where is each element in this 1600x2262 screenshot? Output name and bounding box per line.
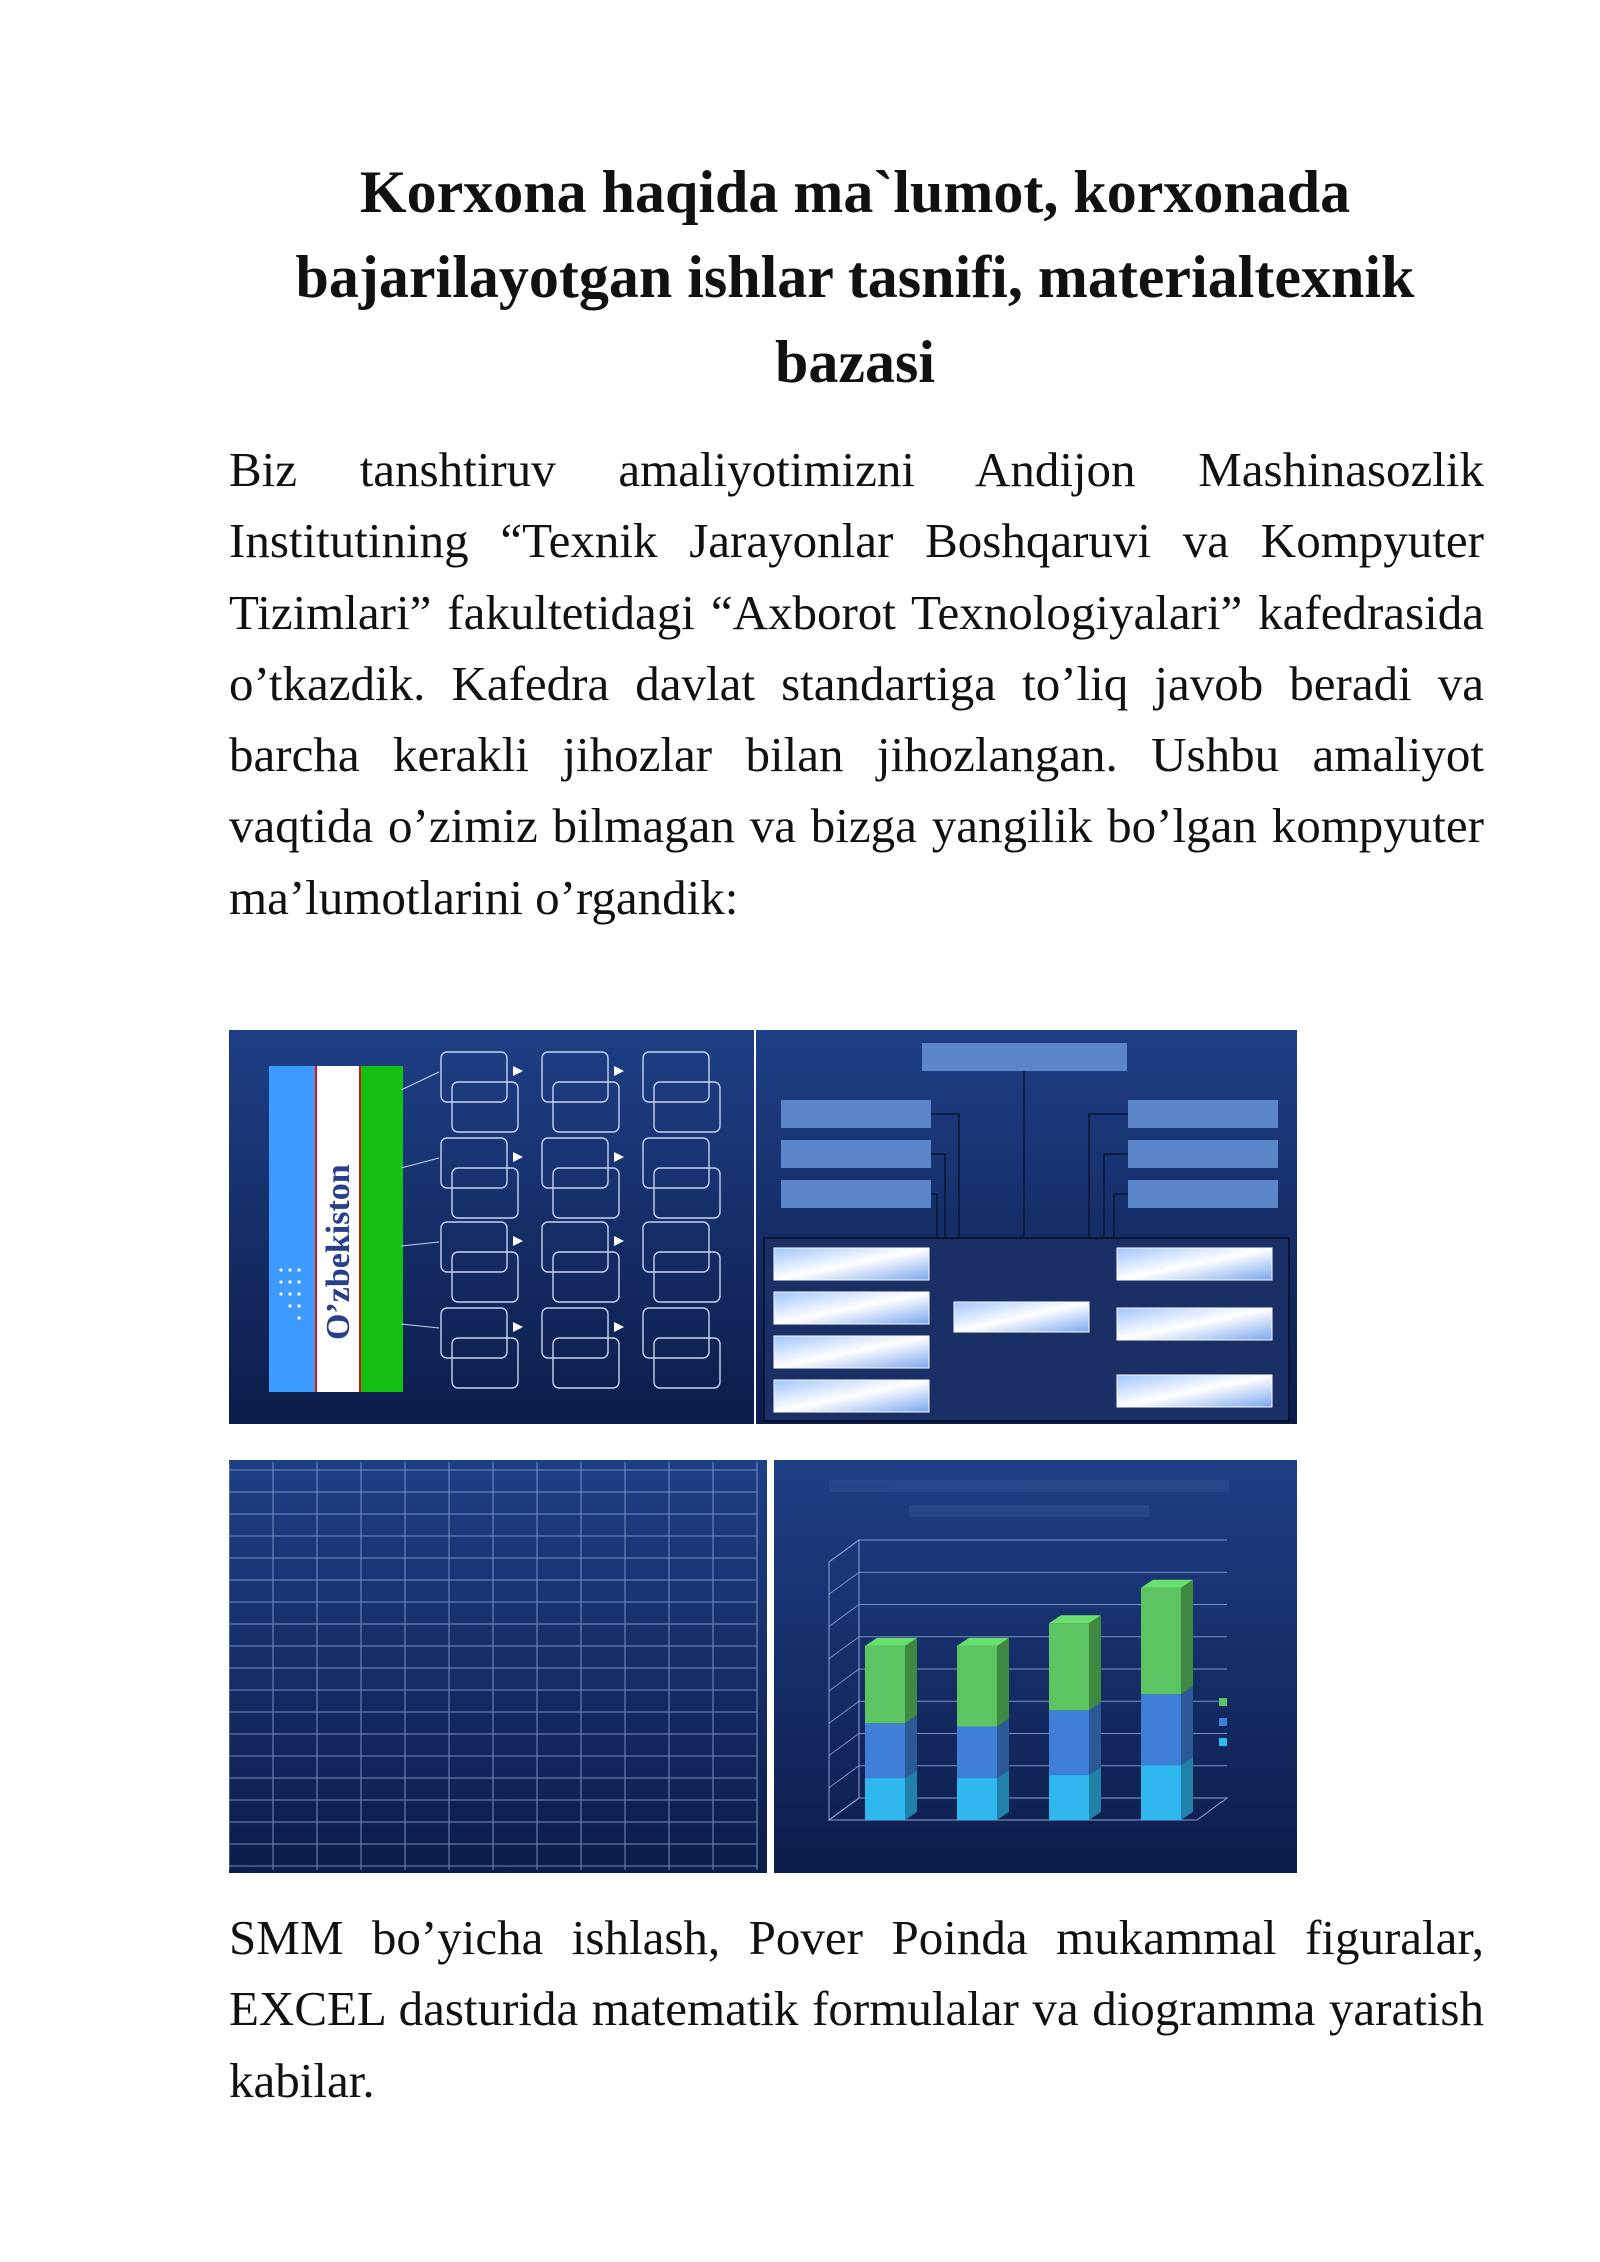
org-top-box [922, 1043, 1127, 1071]
bar-segment [1141, 1588, 1181, 1694]
org-right-box [1128, 1180, 1278, 1208]
bar-segment-side [997, 1718, 1009, 1778]
org-lower-box [774, 1248, 929, 1280]
legend-marker [1219, 1718, 1227, 1726]
slide-excel-grid [229, 1460, 767, 1873]
bar-segment [957, 1726, 997, 1778]
bar-segment-side [905, 1638, 917, 1723]
page-title: Korxona haqida ma`lumot, korxonada bajarilayotgan ishlar tasnifi, materialtexnik bazasi [295, 159, 1415, 395]
bar-segment-side [1181, 1686, 1193, 1765]
intro-paragraph: Biz tanshtiruv amaliyotimizni Andijon Mashinasozlik Institutining “Texnik Jarayonlar Boshqaruvi va Kompyuter Tizimlari” fakultetidagi “Axborot Texnologiyalari” kafedrasida o’tkazdik. Kafedra davlat standartiga to’liq javob beradi va barcha kerakli jihozlar bilan jihozlangan. Ushbu amaliyot vaqtida o’zimiz bilmagan va bizga yangilik bo’lgan kompyuter ma’lumotlarini o’rgandik: [229, 442, 1484, 925]
org-left-box [781, 1140, 931, 1168]
slides-figure [229, 1030, 1297, 1873]
org-lower-box [774, 1336, 929, 1368]
flag-green-stripe [361, 1066, 403, 1392]
uzbekistan-flag [269, 1066, 403, 1392]
outro-paragraph: SMM bo’yicha ishlash, Pover Poinda mukammal figuralar, EXCEL dasturida matematik formulalar va diogramma yaratish kabilar. [229, 1910, 1484, 2108]
org-lower-box [774, 1292, 929, 1324]
flag-blue-stripe [269, 1066, 315, 1392]
org-lower-box [1117, 1248, 1272, 1280]
flag-label: O’zbekiston [320, 1164, 357, 1340]
bar-segment-side [1089, 1767, 1101, 1820]
bar-segment [865, 1778, 905, 1820]
bar-segment-side [905, 1715, 917, 1778]
bar-segment-side [997, 1638, 1009, 1727]
bar-segment-side [1089, 1615, 1101, 1710]
flag-red-line-2 [359, 1066, 361, 1392]
bar-segment [1049, 1710, 1089, 1775]
bar-segment [865, 1723, 905, 1778]
bar-segment-side [1181, 1580, 1193, 1694]
flag-red-line [315, 1066, 317, 1392]
org-lower-box [1117, 1375, 1272, 1407]
bar-segment-side [1089, 1702, 1101, 1775]
slide-org-chart [756, 1030, 1297, 1424]
org-left-box [781, 1100, 931, 1128]
slide-flag-flowchart [229, 1030, 754, 1424]
slide-bar-chart [774, 1460, 1297, 1873]
org-center-box [954, 1302, 1089, 1332]
bar-segment [957, 1646, 997, 1727]
org-right-box [1128, 1100, 1278, 1128]
org-lower-box [1117, 1308, 1272, 1340]
legend-marker [1219, 1698, 1227, 1706]
bar-segment-side [1181, 1757, 1193, 1820]
bar-segment [1049, 1623, 1089, 1710]
bar-segment-side [905, 1770, 917, 1820]
org-lower-box [774, 1380, 929, 1412]
bar-segment [1049, 1775, 1089, 1820]
bar-segment-side [997, 1770, 1009, 1820]
bar-segment [865, 1646, 905, 1723]
bar-segment [1141, 1694, 1181, 1765]
bar-segment [1141, 1765, 1181, 1820]
bar-segment [957, 1778, 997, 1820]
org-right-box [1128, 1140, 1278, 1168]
org-left-box [781, 1180, 931, 1208]
legend-marker [1219, 1738, 1227, 1746]
